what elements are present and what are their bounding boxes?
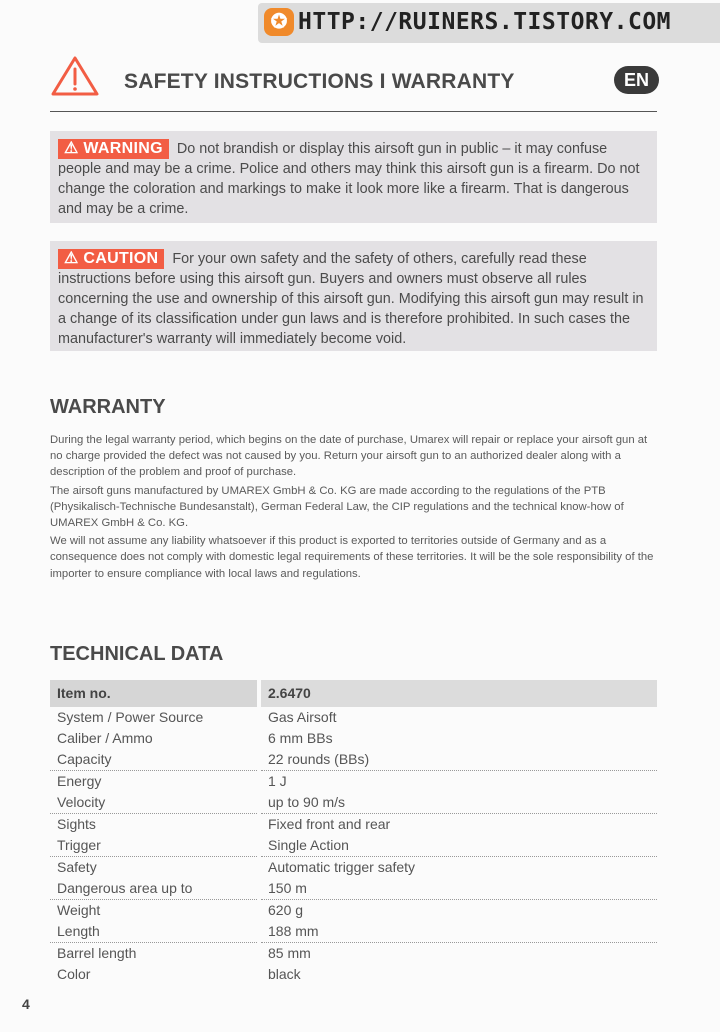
table-row (50, 964, 657, 985)
spec-label: Velocity (50, 792, 259, 814)
spec-value: Fixed front and rear (268, 816, 391, 832)
table-row (50, 900, 657, 922)
spec-value: black (268, 966, 301, 982)
spec-label: Energy (50, 771, 259, 793)
spec-value: 188 mm (259, 921, 657, 943)
spec-label: Caliber / Ammo (50, 728, 259, 749)
table-header-row (50, 680, 657, 707)
spec-label: System / Power Source (50, 707, 259, 728)
table-row (50, 707, 657, 728)
spec-value: 1 J (268, 773, 287, 789)
spec-label: Sights (50, 814, 259, 836)
table-row (50, 835, 657, 857)
spec-label: Color (50, 964, 259, 985)
technical-data-table (50, 680, 657, 985)
warning-triangle-icon (50, 55, 100, 97)
spec-label: Barrel length (50, 943, 259, 965)
spec-label: Dangerous area up to (50, 878, 259, 900)
caution-text: For your own safety and the safety of others, carefully read these instructions before using this airsoft gun. Buyers and owners must observe all rules concerning the use and ownership of this airsoft gun. Modifying this airsoft gun may result in a change of its classification under gun laws and is therefore prohibited. In such cases the manufacturer's warranty will immediately become void. (58, 251, 644, 347)
caution-tag: ⚠ CAUTION (58, 249, 164, 269)
table-row (50, 943, 657, 965)
warning-tag: ⚠ WARNING (58, 139, 169, 159)
spec-value: 620 g (268, 902, 304, 918)
warranty-paragraph: During the legal warranty period, which begins on the date of purchase, Umarex will repair or replace your airsoft gun at no charge provided the defect was not caused by you. Return your airsoft gun to an authorized dealer along with a description of the problem and proof of purchase. (50, 434, 648, 479)
caution-notice (50, 241, 657, 351)
warning-text: Do not brandish or display this airsoft gun in public – it may confuse people and may be a crime. Police and others may think this airsoft gun is a firearm. Do not change the coloration and markings to make it look more like a firearm. That is dangerous and may be a crime. (58, 141, 640, 217)
technical-data-heading: TECHNICAL DATA (50, 643, 224, 665)
warning-notice (50, 131, 657, 223)
spec-value: 6 mm BBs (268, 730, 333, 746)
spec-label: Length (50, 921, 259, 943)
table-row (50, 814, 657, 836)
table-row (50, 771, 657, 793)
table-row (50, 792, 657, 814)
spec-value: 85 mm (268, 945, 311, 961)
spec-value: Single Action (259, 835, 657, 857)
page-title: SAFETY INSTRUCTIONS I WARRANTY (124, 70, 515, 93)
page-number: 4 (22, 996, 30, 1012)
spec-value: Gas Airsoft (268, 709, 337, 725)
spec-label: Safety (50, 857, 259, 879)
header-divider (50, 111, 657, 112)
warranty-paragraph: We will not assume any liability whatsoever if this product is exported to territories outside of Germany and as a consequence does not comply with domestic legal requirements of these territories. It will be the sole responsibility of the importer to ensure compliance with local laws and regulations. (50, 535, 654, 580)
table-row (50, 857, 657, 879)
watermark-logo-icon: ✪ (264, 8, 294, 36)
table-row (50, 878, 657, 900)
table-row (50, 749, 657, 771)
table-row (50, 728, 657, 749)
language-badge: EN (614, 66, 659, 94)
item-no-label: Item no. (50, 680, 259, 707)
table-row (50, 921, 657, 943)
spec-value: up to 90 m/s (259, 792, 657, 814)
spec-value: Automatic trigger safety (268, 859, 416, 875)
warranty-paragraph: The airsoft guns manufactured by UMAREX GmbH & Co. KG are made according to the regulations of the PTB (Physikalisch-Technische Bundesanstalt), German Federal Law, the CIP regulations and the technical know-how of UMAREX GmbH & Co. KG. (50, 484, 624, 530)
spec-label: Capacity (50, 749, 259, 771)
spec-label: Weight (50, 900, 259, 922)
item-no-value: 2.6470 (259, 680, 657, 707)
watermark-banner (258, 3, 720, 43)
watermark-url: HTTP://RUINERS.TISTORY.COM (298, 9, 672, 35)
spec-value: 150 m (259, 878, 657, 900)
warranty-heading: WARRANTY (50, 396, 166, 418)
spec-label: Trigger (50, 835, 259, 857)
spec-value: 22 rounds (BBs) (259, 749, 657, 771)
warranty-body (50, 432, 654, 584)
